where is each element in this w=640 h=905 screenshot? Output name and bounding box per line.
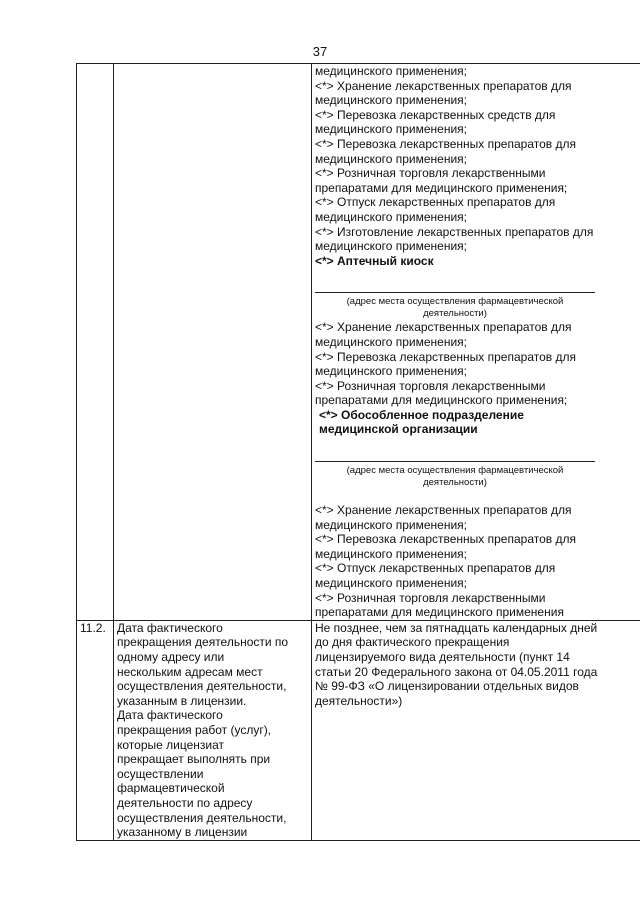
- text-line: прекращения работ (услуг),: [117, 722, 272, 737]
- text-line: одному адресу или: [117, 650, 225, 664]
- text-line: <*> Перевозка лекарственных препаратов для: [315, 349, 576, 364]
- text-line: медицинского применения;: [315, 576, 468, 591]
- requirements-table: [76, 63, 640, 841]
- text-line: <*> Изготовление лекарственных препаратов для: [315, 224, 594, 239]
- row-number-cell: [77, 64, 114, 621]
- text-line: деятельности по адресу: [117, 795, 253, 810]
- text-line: лицензируемого вида деятельности (пункт 14: [315, 650, 570, 664]
- activity-list: [315, 64, 640, 254]
- text-line: указанному в лицензии: [117, 825, 248, 840]
- text-line: медицинского применения;: [315, 239, 468, 254]
- text-line: препаратами для медицинского применения;: [315, 180, 568, 195]
- text-line: <*> Перевозка лекарственных препаратов для: [315, 532, 576, 547]
- row-number-cell: 11.2.: [77, 620, 114, 840]
- text-line: осуществления деятельности,: [117, 810, 287, 825]
- row-description-cell: [312, 620, 640, 840]
- text-line: указанным в лицензии.: [117, 693, 247, 708]
- table-row: [77, 64, 640, 621]
- text-line: статьи 20 Федерального закона от 04.05.2011 года: [315, 664, 598, 679]
- row-description-cell: [312, 64, 640, 621]
- text-line: <*> Розничная торговля лекарственными: [315, 378, 546, 393]
- kiosk-heading: <*> Аптечный киоск: [315, 253, 434, 268]
- text-line: Не позднее, чем за пятнадцать календарных дней: [315, 620, 598, 635]
- address-caption: [315, 461, 595, 489]
- text-line: медицинского применения;: [315, 93, 468, 108]
- text-line: <*> Отпуск лекарственных препаратов для: [315, 195, 556, 210]
- text-line: осуществлении: [117, 766, 204, 781]
- text-line: медицинского применения;: [315, 334, 468, 349]
- text-line: медицинского применения;: [315, 364, 468, 379]
- text-line: медицинского применения;: [315, 209, 468, 224]
- text-line: до дня фактического прекращения: [315, 635, 510, 650]
- page-number: 37: [312, 44, 328, 59]
- text-line: нескольким адресам мест: [117, 664, 263, 679]
- text-line: которые лицензиат: [117, 737, 224, 752]
- text-line: <*> Отпуск лекарственных препаратов для: [315, 561, 556, 576]
- table-row: [77, 620, 640, 840]
- text-line: препаратами для медицинского применения;: [315, 393, 568, 408]
- row-name-cell: [114, 64, 312, 621]
- text-line: медицинского применения;: [315, 151, 468, 166]
- text-line: <*> Хранение лекарственных препаратов для: [315, 320, 572, 335]
- text-line: медицинского применения;: [315, 122, 468, 137]
- text-line: <*> Розничная торговля лекарственными: [315, 590, 546, 605]
- text-line: медицинского применения;: [315, 64, 468, 78]
- text-line: <*> Розничная торговля лекарственными: [315, 166, 546, 181]
- division-heading: [315, 408, 640, 437]
- text-line: <*> Хранение лекарственных препаратов для: [315, 503, 572, 518]
- text-line: Дата фактического: [117, 708, 223, 723]
- text-line: фармацевтической: [117, 781, 225, 796]
- activity-list: [315, 503, 640, 620]
- activity-list: [315, 320, 640, 408]
- text-line: осуществления деятельности,: [117, 679, 287, 694]
- text-line: препаратами для медицинского применения: [315, 605, 564, 620]
- text-line: <*> Перевозка лекарственных препаратов для: [315, 136, 576, 151]
- text-line: (адрес места осуществления фармацевтической: [346, 296, 564, 308]
- text-line: Дата фактического: [117, 620, 223, 635]
- text-line: (адрес места осуществления фармацевтической: [346, 465, 564, 477]
- text-line: деятельности): [423, 477, 487, 489]
- text-line: медицинской организации: [319, 422, 478, 437]
- text-line: прекращает выполнять при: [117, 752, 271, 767]
- text-line: <*> Обособленное подразделение: [319, 407, 524, 422]
- text-line: <*> Хранение лекарственных препаратов для: [315, 78, 572, 93]
- text-line: медицинского применения;: [315, 546, 468, 561]
- text-line: прекращения деятельности по: [117, 635, 289, 650]
- text-line: медицинского применения;: [315, 517, 468, 532]
- text-line: № 99-ФЗ «О лицензировании отдельных видов: [315, 679, 579, 694]
- address-caption: [315, 292, 595, 320]
- text-line: деятельности»): [315, 693, 403, 708]
- text-line: деятельности): [423, 308, 487, 320]
- text-line: <*> Перевозка лекарственных средств для: [315, 107, 556, 122]
- row-name-cell: [114, 620, 312, 840]
